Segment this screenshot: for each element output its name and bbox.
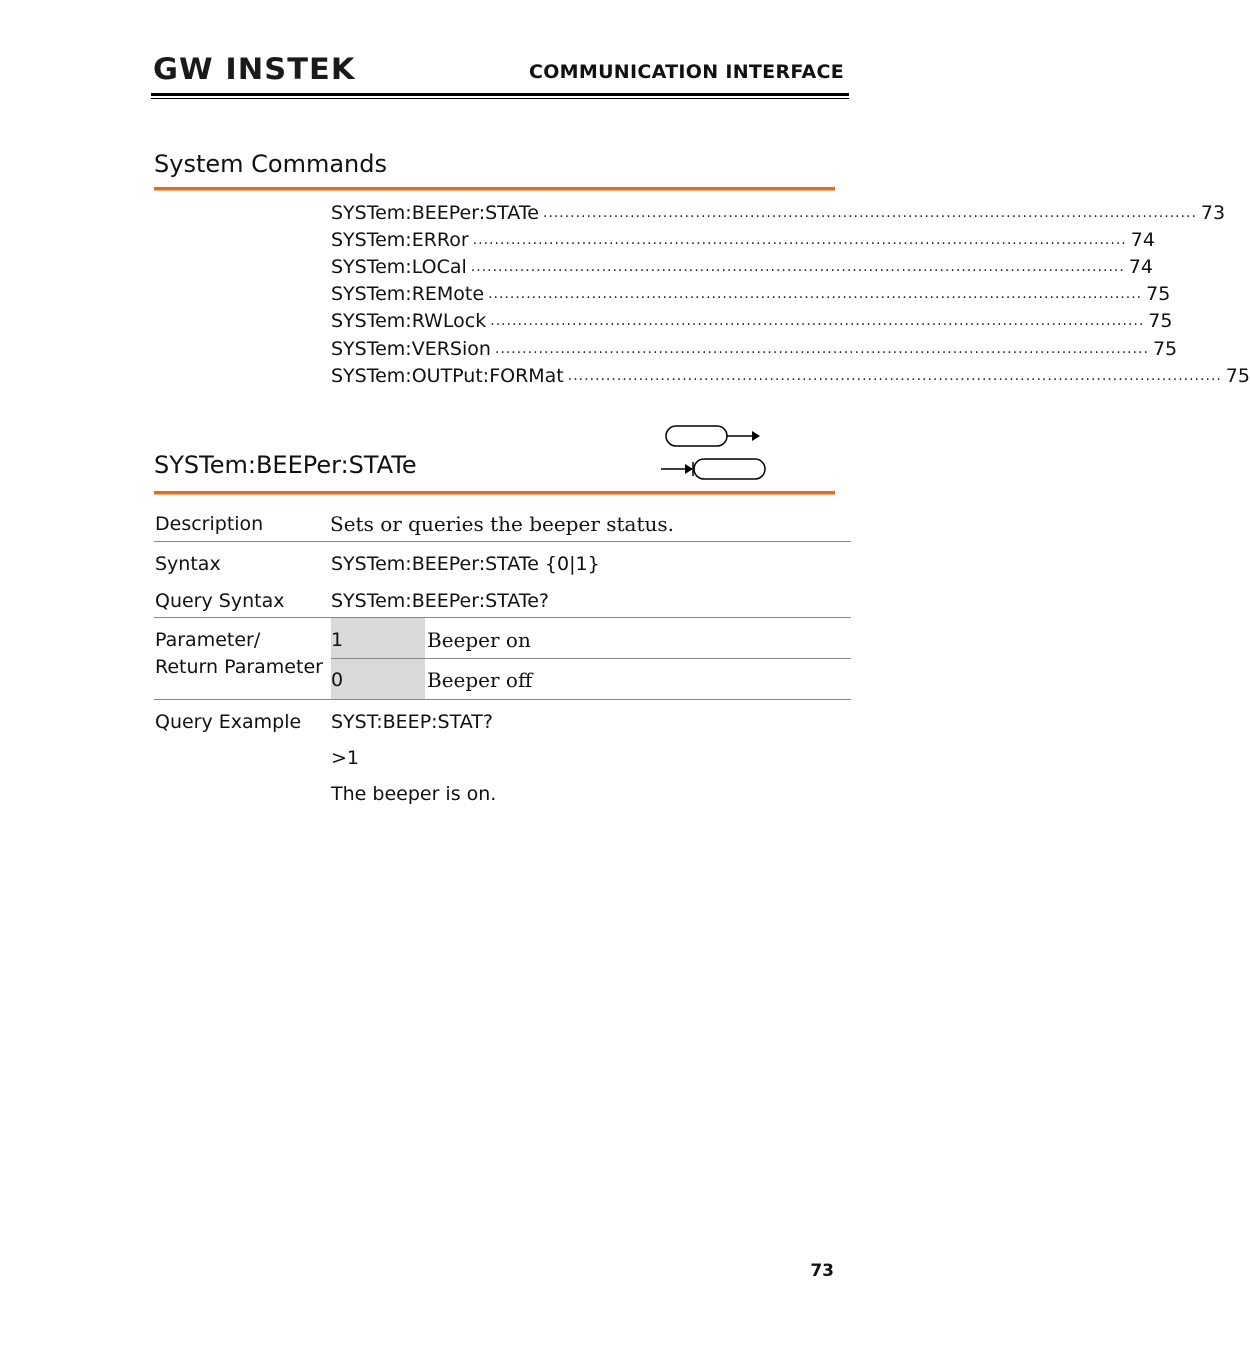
toc-item[interactable]: SYSTem:REMote ........................................................................................................................ 75 bbox=[331, 283, 1171, 306]
query-example-command: SYST:BEEP:STAT? bbox=[331, 711, 493, 733]
toc-leader: ........................................................................................................................ bbox=[472, 231, 1127, 248]
parameter-description: Beeper on bbox=[427, 628, 531, 652]
divider bbox=[154, 699, 851, 700]
description-label: Description bbox=[155, 513, 264, 535]
toc-item[interactable]: SYSTem:LOCal ........................................................................................................................ 74 bbox=[331, 255, 1153, 278]
toc-leader: ........................................................................................................................ bbox=[542, 204, 1197, 221]
toc-item[interactable]: SYSTem:ERRor ........................................................................................................................ 74 bbox=[331, 228, 1155, 251]
parameter-code: 1 bbox=[331, 629, 344, 651]
description-text: Sets or queries the beeper status. bbox=[330, 512, 674, 536]
query-example-note: The beeper is on. bbox=[331, 783, 497, 805]
query-syntax-label: Query Syntax bbox=[155, 590, 285, 612]
toc-item[interactable]: SYSTem:VERSion ........................................................................................................................ 75 bbox=[331, 337, 1178, 360]
logo-text: GW INSTEK bbox=[153, 52, 356, 86]
query-example-response: >1 bbox=[331, 747, 360, 769]
set-query-icons bbox=[661, 424, 767, 482]
return-parameter-label: Return Parameter bbox=[155, 656, 323, 678]
syntax-label: Syntax bbox=[155, 553, 221, 575]
divider bbox=[154, 541, 851, 542]
query-syntax-text: SYSTem:BEEPer:STATe? bbox=[331, 590, 549, 612]
toc-item[interactable]: SYSTem:OUTPut:FORMat ........................................................................................................................ 75 bbox=[331, 364, 1250, 387]
toc-leader: ........................................................................................................................ bbox=[490, 313, 1145, 330]
header-rule-thin bbox=[151, 98, 849, 99]
query-example-label: Query Example bbox=[155, 711, 302, 733]
toc-leader: ........................................................................................................................ bbox=[567, 367, 1222, 384]
toc-leader: ........................................................................................................................ bbox=[470, 258, 1125, 275]
header-section-title: COMMUNICATION INTERFACE bbox=[528, 61, 844, 83]
parameter-code-cell bbox=[331, 659, 425, 699]
parameter-label: Parameter/ bbox=[155, 629, 261, 651]
toc-leader: ........................................................................................................................ bbox=[488, 286, 1143, 303]
parameter-description: Beeper off bbox=[427, 668, 533, 692]
toc-item[interactable]: SYSTem:RWLock ........................................................................................................................ 75 bbox=[331, 310, 1173, 333]
section-title-system-commands: System Commands bbox=[154, 150, 387, 178]
divider bbox=[154, 617, 851, 618]
toc-item[interactable]: SYSTem:BEEPer:STATe ........................................................................................................................ 73 bbox=[331, 201, 1226, 224]
parameter-code: 0 bbox=[331, 669, 344, 691]
toc-list bbox=[331, 199, 1250, 389]
page-number: 73 bbox=[810, 1261, 834, 1281]
parameter-code-cell bbox=[331, 618, 425, 658]
toc-leader: ........................................................................................................................ bbox=[494, 340, 1149, 357]
brand-logo bbox=[153, 52, 356, 86]
command-rule bbox=[154, 491, 835, 494]
set-icon bbox=[666, 426, 760, 446]
section-rule bbox=[154, 187, 835, 190]
command-title: SYSTem:BEEPer:STATe bbox=[154, 451, 417, 479]
query-icon bbox=[661, 459, 765, 479]
syntax-text: SYSTem:BEEPer:STATe {0|1} bbox=[331, 553, 600, 575]
header-rule bbox=[151, 93, 849, 96]
